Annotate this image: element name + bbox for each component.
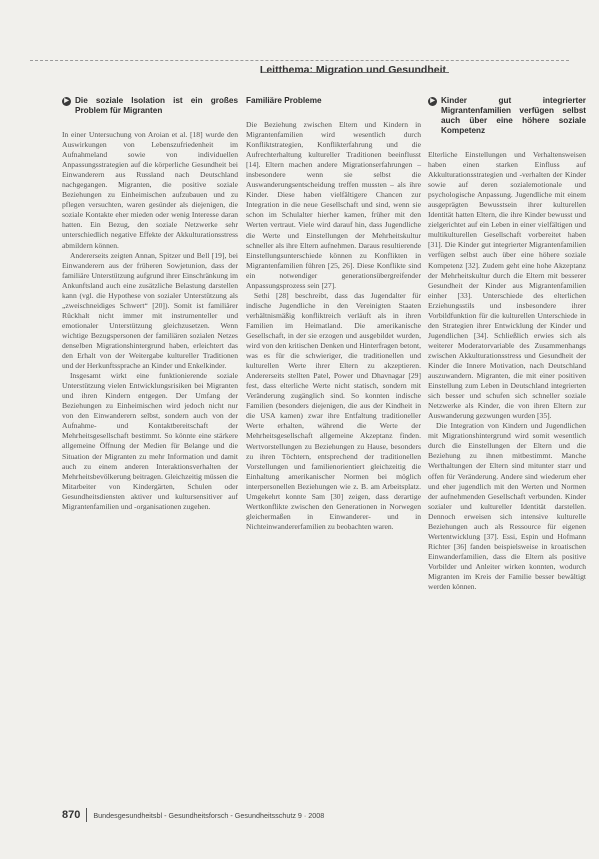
paragraph: Insgesamt wirkt eine funktionierende soziale Unterstützung vielen Entwicklungsrisiken bei Migranten und ihren Kindern entgegen. Der Umfang der Beziehungen zu Einheimischen wird jedoch nicht nur von den Einwanderern selbst, sondern auch von der Aufnahme- und Kontaktbereitschaft der Mehrheitsgesellschaft bestimmt. So könnte eine stärkere allgemeine Öffnung der Medien für Belange und die Situation der Migranten zu mehr Information und damit auch zu einem anderen Interaktionsverhalten der Mehrheitsbevölkerung beitragen. Gleichzeitig müssen die Mitarbeiter von Kindergärten, Schulen oder Gesundheitsdiensten aktiver und kultursensitiver auf Migrantenfamilien und -organisationen zugehen. <box>62 371 238 511</box>
journal-citation: Bundesgesundheitsbl - Gesundheitsforsch - Gesundheitsschutz 9 · 2008 <box>93 810 325 820</box>
section-heading-isolation <box>62 96 238 116</box>
column-left <box>62 96 238 512</box>
footer-divider <box>86 808 87 822</box>
paragraph: Sethi [28] beschreibt, dass das Jugendalter für indische Jugendliche in den Vereinigten Staaten verhältnismäßig konfliktreich verläuft als in ihren Familien im Heimatland. Die amerikanische Gesellschaft, in der sie erzogen und ausgebildet wurden, wird von den kritischen Denken und Hinterfragen betont, was es für die schwieriger, die traditionellen und kulturellen Werte ihrer Eltern zu akzeptieren. Andererseits stellten Patel, Power und Dhavnagar [29] fest, dass elterliche Werte nicht statisch, sondern mit Veränderung zugänglich sind. So konnten indische Familien (besonders diejenigen, die aus der Kindheit in die USA kamen) zwar ihre Entfaltung traditioneller Werte erhalten, während die Werte der Mehrheitsgesellschaft allgemeine Akzeptanz finden. Wertvorstellungen zu Beziehungen zu Hause, besonders zu ihren Töchtern, entsprechend der traditionellen Vorstellungen und familienorientiert gleichzeitig die Einhaltung amerikanischer Normen bei möglich interpersonellen Beziehungen wie z. B. am Arbeitsplatz. Umgekehrt konnte Sam [30] zeigen, dass derartige Wertkonflikte zwischen den Generationen in Norwegen gleichermaßen in Einwanderer- und in Nichteinwandererfamilien zu beobachten waren. <box>246 290 421 531</box>
paragraph: Elterliche Einstellungen und Verhaltensweisen haben einen starken Einfluss auf Akkulturationsstrategien und -verhalten der Kinder sowie auf deren sozialemotionale und psychologische Anpassung. Jugendliche mit einem ausgeprägten Bewusstsein ihrer kulturellen Identität hatten Eltern, die ihre Kinder bewusst und zielgerichtet auf ein Leben in einer vielfältigen und multikulturellen Gesellschaft vorbereitet haben [31]. Die Kinder gut integrierter Migrantenfamilien verfügen selbst auch über eine höhere soziale Kompetenz [32]. Zudem geht eine hohe Akzeptanz der Mehrheitskultur durch die Eltern mit besserer Gesundheit der Kinder aus Migrantenfamilien einher [33]. Unterschiede des elterlichen Erziehungsstils und insbesondere ihrer Vorbildfunktion für die kulturellen Unterschiede in den Strategien ihrer Entwicklung der Kinder und Jugendlichen [34]. Schließlich erwies sich als weiterer Moderatorvariable des Zusammenhangs zwischen Akkulturationsstress und Gesundheit der Kinder die Innere Motivation, nach Deutschland auszuwandern. Migranten, die mit einer positiven Einstellung zum Leben in Deutschland integrierten sich besser und schufen sich schneller soziale Netzwerke als Kinder, die von ihren Eltern zur Auswanderung gezwungen wurden [35]. <box>428 150 586 421</box>
section-heading-text: Die soziale Isolation ist ein großes Problem für Migranten <box>75 96 238 115</box>
section-heading-text: Kinder gut integrierter Migrantenfamilien verfügen selbst auch über eine höhere soziale Kompetenz <box>441 96 586 135</box>
section-heading-children <box>428 96 586 136</box>
section-heading-text: Familiäre Probleme <box>246 96 322 105</box>
page-number: 870 <box>62 809 81 821</box>
paragraph: In einer Untersuchung von Aroian et al. [18] wurde den Auswirkungen von Lebenszufriedenheit im Aufnahmeland sowie von individuellen Anpassungsstrategien auf die körperliche Gesundheit bei Einwanderern aus Russland nach Deutschland nachgegangen. Migranten, die positive soziale Beziehungen zu Einheimischen aufzubauen und zu pflegen versuchten, waren gesünder als diejenigen, die soziale Kontakte eher mieden oder wenig Interesse daran hatten. Ein Bezug, den soziale Netzwerke sehr unterschiedlich negative Effekte der Akkulturationsstress abmildern können. <box>62 130 238 250</box>
paragraph: Andererseits zeigten Annan, Spitzer und Bell [19], bei Einwanderern aus der früheren Sowjetunion, dass der familiäre Unterstützung aufgrund ihrer Einschränkung im Ankunftsland auch eine zusätzliche Belastung darstellen kann (vgl. die Hypothese von sozialer Unterstützung als „zweischneidiges Schwert“ [20]). Somit ist familiärer Rückhalt nicht immer mit instrumenteller und emotionaler Unterstützung gleichzusetzen. Wenn wichtige Bezugspersonen der familiären sozialen Netzes denselben Migrationshintergrund haben, erleichtert das den Erhalt von der Weitergabe kultureller Traditionen und der Herkunftssprache an Kinder und Enkelkinder. <box>62 250 238 371</box>
chevron-right-circle-icon: ▶ <box>62 97 71 106</box>
page-footer <box>62 808 324 822</box>
section-heading-family <box>246 96 421 106</box>
running-head: Leitthema: Migration und Gesundheit <box>259 64 446 76</box>
top-dashed-rule <box>30 60 569 61</box>
paragraph: Die Beziehung zwischen Eltern und Kindern in Migrantenfamilien wird wesentlich durch Konfliktstrategien, Konflikterfahrung und die Aufrechterhaltung kultureller Traditionen beeinflusst [14]. Eltern machen andere Migrationserfahrungen – insbesondere wenn sie selbst die Auswanderungsentscheidung treffen mussten – als ihre Kinder. Diese haben vielfältigere Chancen zur Integration in die neue Gesellschaft und sind, wenn sie schon im Schulalter hierher kamen, früher mit den Werten vertraut. Viele wird darauf hin, dass Jugendliche die Werte und Einstellungen der Mehrheitskultur schneller als ihre Eltern aufnehmen. Daraus resultierende Einstellungsunterschiede können zu Konflikten in Migrantenfamilien führen [25, 26]. Diese Konflikte sind ein notwendiger generationsübergreifender Anpassungsprozess sein [27]. <box>246 120 421 290</box>
column-middle <box>246 96 421 532</box>
column-right <box>428 96 586 592</box>
paragraph: Die Integration von Kindern und Jugendlichen mit Migrationshintergrund wird somit wesentlich durch die Einstellungen der Eltern und die Beziehung zu ihnen mitbestimmt. Manche Werthaltungen der Eltern sind mitunter starr und offen für Veränderung. Andere sind wiederum eher und eher jugendlich mit den Werten und Normen der aufnehmenden Gesellschaft verbunden. Kinder sozialer und kultureller Identität darstellen. Dennoch erweisen sich intensive kulturelle Beziehungen auch als Ressource für eigenen Wertentwicklung [37]. Essi, Espin und Hofmann Richter [36] fanden beispielsweise in kroatischen Einwanderfamilien, dass die Eltern als positive Vorbilder und Anleiter wirken konnten, wodurch Migranten im Kreis der Familie besser bewältigt werden können. <box>428 421 586 592</box>
header-rule <box>262 72 449 73</box>
chevron-right-circle-icon: ▶ <box>428 97 437 106</box>
